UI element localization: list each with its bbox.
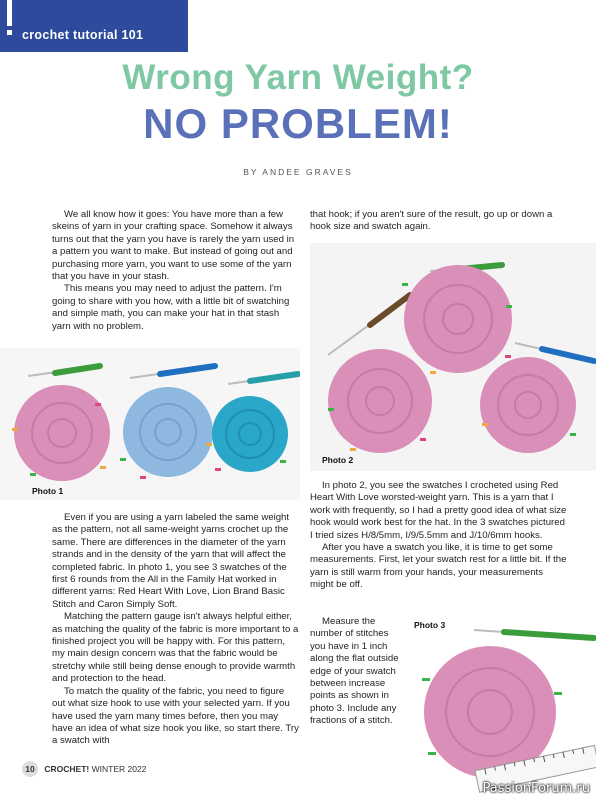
exclamation-icon: [6, 0, 14, 38]
issue-label: WINTER 2022: [91, 764, 147, 774]
paragraph: Even if you are using a yarn labeled the same weight as the pattern, not all same-weight yarns crochet up the same. There are differences in the diameter of the yarn strands and in the density of the yarn that will affect the completed fabric. In photo 1, you see 3 swatches of the first 6 rounds from the All in the Family Hat worked in different yarns: Red Heart With Love, Lion Brand Basic Stitch and Caron Simply Soft.: [52, 512, 290, 610]
photo-3: [404, 612, 596, 800]
page-number: 10: [22, 761, 38, 777]
byline: BY ANDEE GRAVES: [243, 167, 353, 177]
paragraph: After you have a swatch you like, it is time to get some measurements. First, let your swatch rest for a little bit. If the yarn is still warm from your hands, your measurements might be off.: [310, 542, 567, 591]
watermark: PassionForum.ru: [482, 781, 590, 796]
photo-1-image: [0, 348, 300, 500]
paragraph: This means you may need to adjust the pattern. I'm going to share with you how, with a little bit of swatching and simple math, you can make your hat in that stash yarn with no problem.: [52, 283, 290, 332]
photo-3-image: [404, 612, 596, 800]
page-footer: [22, 761, 146, 777]
right-column-narrow: [310, 616, 402, 728]
photo-1: [0, 348, 300, 500]
paragraph: Measure the number of stitches you have in 1 inch along the flat outside edge of your swatch between increase points as shown in photo 3. Include any fractions of a stitch.: [310, 616, 399, 727]
section-label: crochet tutorial 101: [22, 28, 144, 42]
paragraph: We all know how it goes: You have more than a few skeins of yarn in your crafting space. Somehow it always turns out that the yarn you have is rarely the yarn used in a pattern you want to make. But instead of going out and purchasing more yarn, you want to use some of the yarn that you have in your stash.: [52, 209, 295, 283]
photo-2-image: [310, 243, 596, 471]
left-column-intro: [52, 209, 298, 333]
magazine-name: CROCHET!: [44, 764, 90, 774]
photo-2-caption: Photo 2: [322, 455, 354, 465]
section-tab: [0, 0, 188, 52]
paragraph: In photo 2, you see the swatches I crocheted using Red Heart With Love worsted-weight yarn. This is a yarn that I work with frequently, so I had a pretty good idea of what size hook would work best for the hat. In the 3 swatches pictured I tried sizes H/8/5mm, I/9/5.5mm and J/10/6mm hooks.: [310, 480, 567, 541]
paragraph: To match the quality of the fabric, you need to figure out what size hook to use with your selected yarn. If you have used the yarn many times before, then you may have an idea of what size hook you like, so start there. Try a swatch with: [52, 685, 299, 747]
right-column-body: [310, 480, 568, 592]
paragraph: Matching the pattern gauge isn't always helpful either, as matching the quality of the fabric is more important to a finished project you will be happy with. For this pattern, my main design concern was that the fabric would be stretchy while still being dense enough to provide warmth and protection to the head.: [52, 611, 299, 685]
paragraph: that hook; if you aren't sure of the result, go up or down a hook size and swatch again.: [310, 209, 553, 233]
headline: Wrong Yarn Weight?: [122, 58, 474, 97]
photo-2: [310, 243, 596, 471]
photo-1-caption: Photo 1: [32, 486, 64, 496]
photo-3-caption: Photo 3: [414, 620, 446, 630]
headline-secondary: NO PROBLEM!: [143, 100, 453, 147]
right-column-intro: [310, 209, 566, 234]
left-column-body: [52, 512, 300, 748]
